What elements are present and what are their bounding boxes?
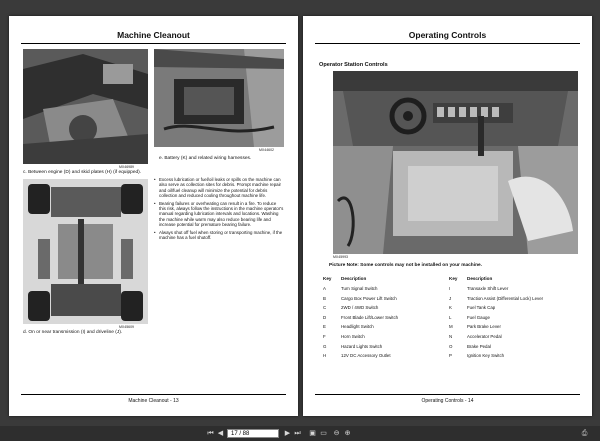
right-footer-rule	[315, 394, 580, 395]
fit-page-icon[interactable]: ▣	[309, 430, 316, 437]
legend-row	[323, 296, 453, 302]
legend-key: I	[449, 286, 451, 291]
legend-row	[449, 344, 579, 350]
caption-c: c. Between engine (D) and skid plates (H) (if equipped).	[23, 170, 142, 175]
legend-description: 12V DC Accessory Outlet	[341, 353, 391, 359]
left-page-header: Machine Cleanout	[117, 30, 190, 40]
legend-row	[449, 334, 579, 340]
legend-description: Accelerator Pedal	[467, 334, 502, 339]
legend-description: Fuel Tank Cap	[467, 305, 496, 311]
bullet-item: • Excess lubrication or fuel/oil leaks or spills on the machine can also serve as collection sites for debris. Prompt machine repair and oil/fuel cleanup will minimize the potential for debris collection and reduced cooling throughout machine life.	[154, 177, 284, 199]
caption-d: d. On or near transmission (I) and driveline (J).	[23, 330, 123, 335]
legend-key-header-left: Key	[323, 276, 332, 281]
prev-page-icon[interactable]: ◀	[217, 430, 224, 437]
legend-row	[323, 286, 453, 292]
legend-key: N	[449, 334, 453, 339]
legend-description: Hazard Lights Switch	[341, 343, 383, 349]
legend-description: Turn Signal Switch	[341, 286, 378, 291]
right-page-footer: Operating Controls - 14	[421, 398, 474, 404]
legend-key: P	[449, 353, 452, 359]
legend-row	[449, 324, 579, 330]
fit-width-icon[interactable]: ▭	[320, 430, 327, 437]
legend-key: L	[449, 314, 452, 320]
battery-photo	[154, 49, 284, 147]
operator-station-photo	[333, 71, 578, 254]
right-page	[303, 16, 592, 416]
next-page-icon[interactable]: ▶	[284, 430, 291, 437]
picture-note: Picture Note: Some controls may not be installed on your machine.	[329, 263, 482, 268]
caption-e: e. Battery (K) and related wiring harnesses.	[159, 156, 252, 161]
left-page	[9, 16, 298, 416]
legend-description: Traction Assist (Differential Lock) Lever	[467, 295, 544, 301]
legend-row	[323, 334, 453, 340]
legend-description: Brake Pedal	[467, 343, 491, 349]
page-number-input[interactable]: 17 / 88	[227, 429, 279, 438]
left-header-rule	[21, 43, 286, 44]
section-title: Operator Station Controls	[319, 62, 388, 68]
legend-desc-header-right: Description	[467, 276, 493, 281]
right-page-header: Operating Controls	[408, 30, 487, 40]
legend-row	[449, 286, 579, 292]
left-footer-rule	[21, 394, 286, 395]
last-page-icon[interactable]: ⏭	[294, 430, 301, 437]
engine-skid-plate-photo	[23, 49, 148, 164]
legend-row	[449, 296, 579, 302]
viewer-toolbar	[0, 426, 600, 441]
legend-row	[323, 324, 453, 330]
legend-key: B	[323, 295, 326, 301]
print-icon[interactable]: ⎙	[581, 430, 588, 437]
transmission-driveline-photo	[23, 179, 148, 324]
legend-key: O	[449, 343, 453, 349]
legend-description: Horn Switch	[341, 334, 365, 339]
legend-desc-header-left: Description	[341, 276, 367, 281]
legend-description: Cargo Box Power Lift Switch	[341, 295, 397, 301]
legend-description: Transaxle Shift Lever	[467, 286, 509, 291]
legend-description: Headlight Switch	[341, 324, 374, 330]
legend-key: K	[449, 305, 452, 311]
legend-key: D	[323, 314, 327, 320]
legend-description: 2WD / 4WD Switch	[341, 305, 379, 311]
bullet-item: • Always shut off fuel when storing or transporting machine, if the machine has a fuel shutoff.	[154, 230, 284, 241]
legend-row	[323, 315, 453, 321]
legend-row	[449, 315, 579, 321]
legend-key: J	[449, 295, 452, 301]
first-page-icon[interactable]: ⏮	[207, 430, 214, 437]
legend-description: Fuel Gauge	[467, 314, 490, 320]
legend-row	[449, 305, 579, 311]
right-header-rule	[315, 43, 580, 44]
legend-key: G	[323, 343, 327, 349]
legend-key: E	[323, 324, 326, 330]
legend-description: Ignition Key Switch	[467, 353, 505, 359]
bullet-item: • Bearing failures or overheating can result in a fire. To reduce this risk, always follow the instructions in the machine operator's manual regarding lubrication intervals and locations. Washing the machine while warm may also reduce bearing life and increase potential for premature bearing failure.	[154, 201, 284, 228]
legend-description: Front Blade Lift/Lower Switch	[341, 314, 399, 320]
photo-id-2: MX44602	[259, 148, 274, 152]
photo-id-1: MX46989	[119, 165, 134, 169]
legend-key-header-right: Key	[449, 276, 458, 281]
legend-key: F	[323, 334, 326, 339]
legend-row	[323, 344, 453, 350]
photo-id-3: MX45609	[119, 325, 134, 329]
legend-key: A	[323, 286, 326, 291]
legend-key: C	[323, 305, 327, 311]
zoom-in-icon[interactable]: ⊕	[344, 430, 351, 437]
legend-key: H	[323, 353, 327, 359]
legend-row	[323, 305, 453, 311]
cleanout-bullet-list	[154, 177, 284, 242]
legend-row	[323, 353, 453, 359]
legend-description: Park Brake Lever	[467, 324, 501, 330]
zoom-out-icon[interactable]: ⊖	[333, 430, 340, 437]
left-page-footer: Machine Cleanout - 13	[128, 398, 179, 404]
photo-id-right: MX45993	[333, 255, 348, 259]
legend-key: M	[449, 324, 453, 330]
legend-row	[449, 353, 579, 359]
